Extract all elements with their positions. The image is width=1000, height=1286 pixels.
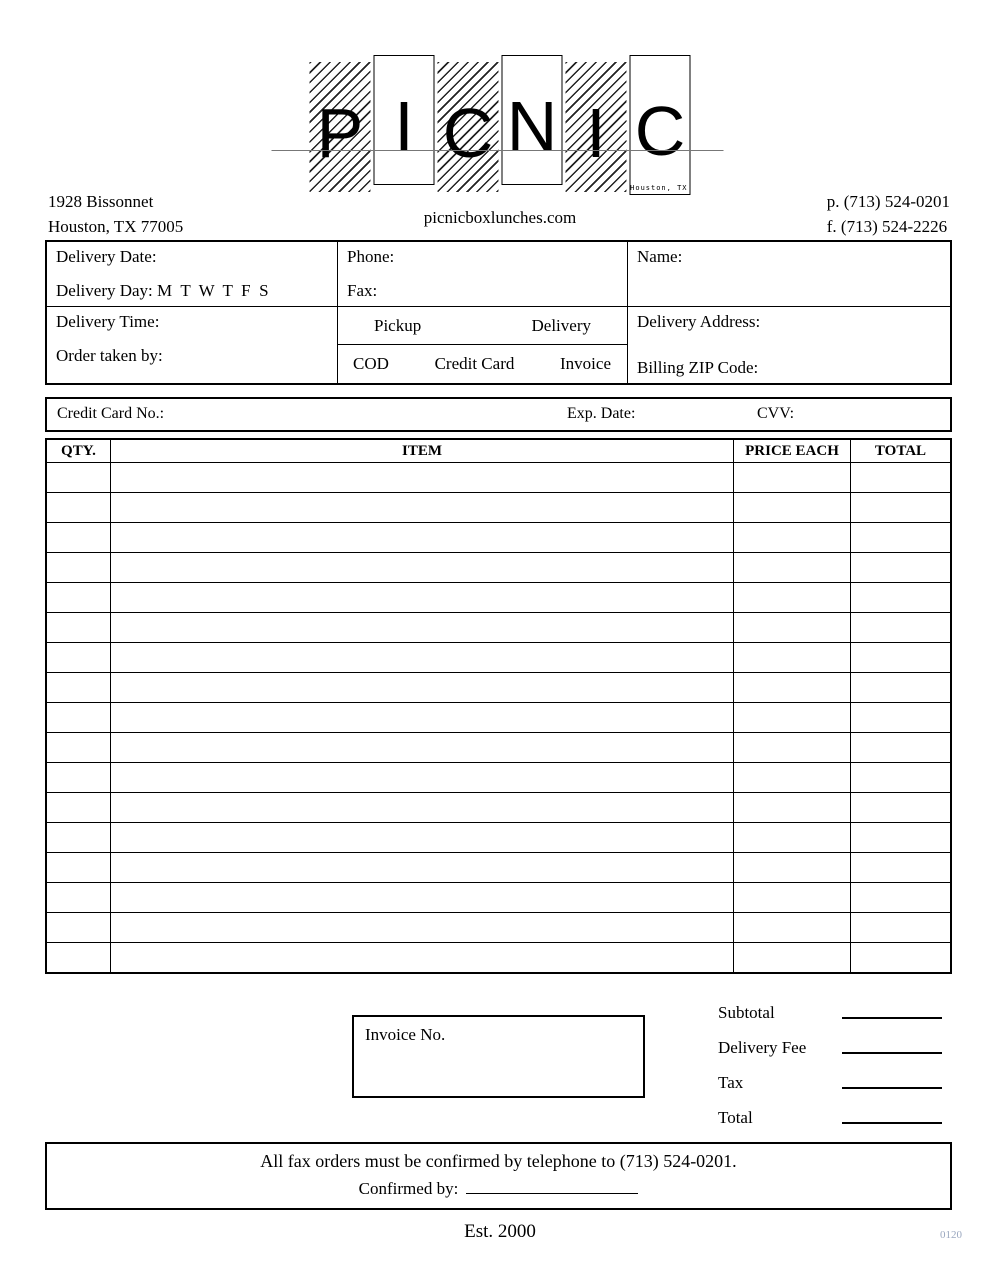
items-table-row [47,792,950,822]
pickup-option: Pickup [374,315,422,335]
items-table-cell [111,643,734,672]
delivery-address-label: Delivery Address: [637,312,761,331]
item-header: ITEM [111,440,734,462]
items-table-cell [851,463,950,492]
address-line2: Houston, TX 77005 [48,216,184,236]
items-table-cell [851,853,950,882]
items-table-cell [47,643,111,672]
subtotal-row [718,992,950,1027]
picnic-logo [310,55,691,196]
items-table-cell [851,823,950,852]
fax-confirmation-text: All fax orders must be confirmed by telephone to (713) 524-0201. [260,1151,737,1171]
items-table-cell [111,463,734,492]
items-table-row [47,552,950,582]
address-line1: 1928 Bissonnet [48,192,154,211]
items-table-cell [111,673,734,702]
items-table-cell [111,823,734,852]
invoice-number-label: Invoice No. [365,1025,446,1044]
fax-number: f. (713) 524-2226 [826,216,948,236]
items-table-cell [47,673,111,702]
items-table-row [47,882,950,912]
qty-header: QTY. [47,440,111,462]
fax-label: Fax: [347,281,378,300]
items-table-cell [111,583,734,612]
items-table-cell [851,883,950,912]
credit-card-option: Credit Card [434,353,515,373]
items-table-cell [734,943,851,972]
tax-label: Tax [718,1073,744,1092]
credit-card-number-label: Credit Card No.: [57,405,165,422]
items-table-cell [734,493,851,522]
order-taken-by-label: Order taken by: [56,346,163,365]
items-table-cell [111,853,734,882]
logo-tagline: Houston, TX [630,184,688,192]
tax-row [718,1062,950,1097]
website-text: picnicboxlunches.com [423,208,577,227]
confirmed-by-blank-line [466,1182,638,1194]
delivery-day-label: Delivery Day: [56,281,153,300]
items-table-row [47,732,950,762]
pickup-delivery-cell [338,306,627,344]
total-header: TOTAL [874,442,927,459]
delivery-day-line [56,281,328,301]
items-table-cell [734,463,851,492]
items-table-cell [851,763,950,792]
logo-box-white [630,55,691,195]
items-table-cell [734,763,851,792]
items-table-cell [851,913,950,942]
items-table-cell [734,853,851,882]
items-table-cell [47,763,111,792]
items-table-cell [851,523,950,552]
logo-box-hatched [438,62,499,192]
items-table-row [47,642,950,672]
invoice-number-box [352,1015,645,1098]
total-label: Total [718,1108,753,1127]
logo-baseline [272,150,724,151]
delivery-date-cell [47,242,337,306]
items-table-cell [47,493,111,522]
items-table-cell [734,883,851,912]
logo-box-white [374,55,435,185]
items-table-cell [47,883,111,912]
items-table-cell [734,613,851,642]
tax-blank-line [842,1087,942,1089]
logo-letter: C [634,92,686,170]
phone-fax-block [827,190,950,239]
items-table-cell [851,493,950,522]
items-table-row [47,702,950,732]
items-table-row [47,942,950,972]
cod-option: COD [353,353,389,373]
logo-letter: C [442,94,494,172]
items-table [45,438,952,974]
items-table-cell [111,733,734,762]
billing-zip-label: Billing ZIP Code: [637,358,759,377]
items-table-cell [851,553,950,582]
items-table-cell [111,883,734,912]
items-table-cell [851,733,950,762]
phone-fax-cell [338,242,627,306]
subtotal-label: Subtotal [718,1003,775,1022]
invoice-option: Invoice [560,353,611,373]
items-table-cell [47,913,111,942]
totals-block [718,992,950,1132]
logo-letter: P [316,94,364,172]
items-table-row [47,672,950,702]
delivery-day-options: M T W T F S [157,281,269,300]
items-table-cell [111,763,734,792]
items-table-cell [734,823,851,852]
delivery-option: Delivery [531,315,591,335]
items-table-cell [734,643,851,672]
items-table-cell [47,703,111,732]
credit-card-bar [45,397,952,432]
total-row [718,1097,950,1132]
items-table-cell [734,523,851,552]
established-text: Est. 2000 [464,1221,536,1242]
items-table-row [47,822,950,852]
delivery-address-cell [628,306,950,383]
items-table-cell [734,703,851,732]
items-table-cell [851,673,950,702]
payment-method-cell [338,344,627,382]
items-table-cell [851,943,950,972]
price-each-header: PRICE EACH [734,440,851,462]
items-table-cell [47,793,111,822]
subtotal-blank-line [842,1017,942,1019]
delivery-time-cell [47,306,337,383]
exp-date-label: Exp. Date: [567,405,636,422]
name-cell [628,242,950,306]
items-table-cell [734,913,851,942]
items-table-cell [111,943,734,972]
items-table-cell [111,703,734,732]
confirmed-by-label: Confirmed by: [358,1179,459,1198]
items-table-cell [734,583,851,612]
logo-letter: N [506,87,558,165]
delivery-time-label: Delivery Time: [56,312,160,331]
items-table-cell [47,553,111,582]
order-info-col-right [628,242,950,383]
items-table-row [47,762,950,792]
items-table-cell [47,733,111,762]
items-table-cell [851,613,950,642]
logo-letter: I [394,87,414,165]
order-info-col-middle [338,242,628,383]
items-table-header [47,440,950,462]
items-table-cell [111,553,734,582]
items-table-cell [734,673,851,702]
items-table-cell [111,613,734,642]
logo-boxes [310,55,691,196]
items-table-cell [47,583,111,612]
items-table-row [47,912,950,942]
items-table-cell [47,613,111,642]
items-table-row [47,492,950,522]
items-table-cell [111,493,734,522]
order-info-table [45,240,952,385]
items-table-cell [734,733,851,762]
delivery-fee-label: Delivery Fee [718,1038,807,1057]
cvv-label: CVV: [757,405,795,422]
items-table-cell [47,523,111,552]
total-blank-line [842,1122,942,1124]
items-table-cell [111,523,734,552]
items-table-cell [111,913,734,942]
items-table-cell [851,793,950,822]
items-table-cell [851,643,950,672]
logo-box-hatched [310,62,371,192]
items-table-cell [47,463,111,492]
phone-number: p. (713) 524-0201 [826,192,950,211]
items-table-row [47,462,950,492]
name-label: Name: [637,247,683,266]
order-info-col-left [47,242,338,383]
fax-confirmation-box [45,1142,952,1210]
logo-box-white [502,55,563,185]
items-table-body [47,462,950,972]
items-table-cell [734,793,851,822]
items-table-cell [851,583,950,612]
delivery-fee-row [718,1027,950,1062]
items-table-cell [734,553,851,582]
items-table-cell [47,943,111,972]
form-code: 0120 [940,1229,962,1241]
items-table-row [47,582,950,612]
items-table-cell [111,793,734,822]
items-table-row [47,612,950,642]
items-table-cell [851,703,950,732]
confirmed-by-line [47,1179,950,1199]
items-table-row [47,522,950,552]
phone-label: Phone: [347,247,395,266]
items-table-cell [47,823,111,852]
items-table-row [47,852,950,882]
logo-box-hatched [566,62,627,192]
delivery-date-label: Delivery Date: [56,247,157,266]
logo-letter: I [586,94,606,172]
items-table-cell [47,853,111,882]
delivery-fee-blank-line [842,1052,942,1054]
